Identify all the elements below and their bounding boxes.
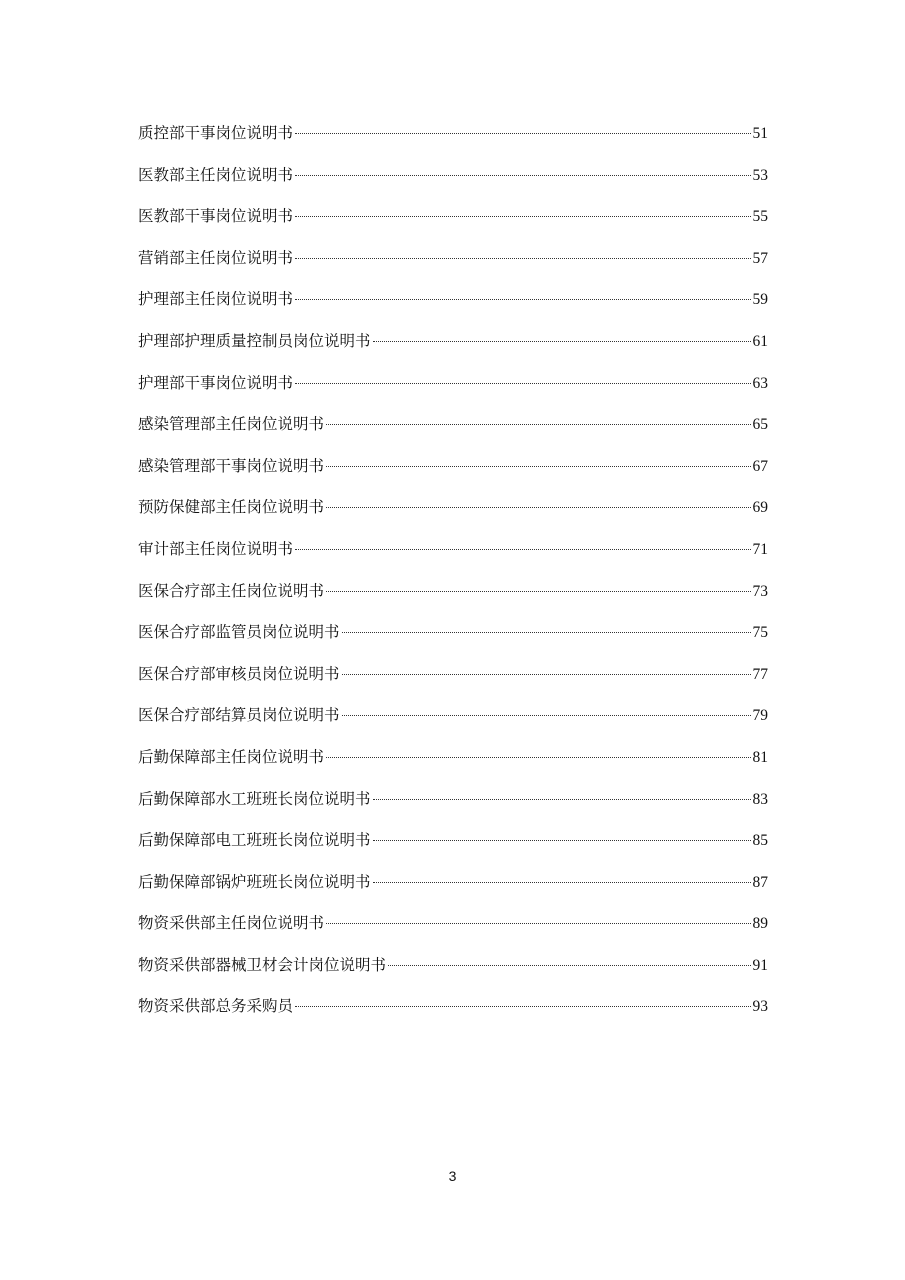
toc-entry-page-number: 57 <box>752 249 768 267</box>
toc-entry-title: 护理部干事岗位说明书 <box>138 373 294 392</box>
toc-entry[interactable] <box>138 700 768 742</box>
toc-entry[interactable] <box>138 659 768 701</box>
toc-entry-page-number: 53 <box>752 166 768 184</box>
toc-entry-title: 审计部主任岗位说明书 <box>138 539 294 558</box>
toc-entry-title: 护理部主任岗位说明书 <box>138 290 294 309</box>
toc-entry-title: 后勤保障部电工班班长岗位说明书 <box>138 831 371 850</box>
toc-entry-page-number: 65 <box>752 416 768 434</box>
toc-entry-title: 后勤保障部水工班班长岗位说明书 <box>138 789 371 808</box>
toc-entry-title: 护理部护理质量控制员岗位说明书 <box>138 331 371 350</box>
toc-entry[interactable] <box>138 617 768 659</box>
toc-entry-title: 营销部主任岗位说明书 <box>138 248 294 267</box>
toc-entry[interactable] <box>138 825 768 867</box>
toc-entry-title: 物资采供部总务采购员 <box>138 997 294 1016</box>
toc-dot-leader <box>373 799 751 800</box>
toc-entry[interactable] <box>138 991 768 1033</box>
toc-entry-title: 医保合疗部审核员岗位说明书 <box>138 664 340 683</box>
toc-entry-title: 预防保健部主任岗位说明书 <box>138 498 325 517</box>
toc-dot-leader <box>295 258 750 259</box>
toc-entry-page-number: 63 <box>752 374 768 392</box>
toc-entry[interactable] <box>138 534 768 576</box>
toc-entry[interactable] <box>138 742 768 784</box>
toc-entry-title: 医保合疗部结算员岗位说明书 <box>138 706 340 725</box>
toc-entry-title: 医教部干事岗位说明书 <box>138 207 294 226</box>
toc-entry-title: 质控部干事岗位说明书 <box>138 124 294 142</box>
toc-entry-title: 后勤保障部主任岗位说明书 <box>138 747 325 766</box>
toc-entry[interactable] <box>138 201 768 243</box>
toc-entry[interactable] <box>138 368 768 410</box>
toc-entry[interactable] <box>138 784 768 826</box>
toc-dot-leader <box>295 175 750 176</box>
toc-entry-page-number: 87 <box>752 873 768 891</box>
toc-entry-page-number: 61 <box>752 332 768 350</box>
toc-entry[interactable] <box>138 243 768 285</box>
toc-entry-page-number: 67 <box>752 457 768 475</box>
toc-dot-leader <box>326 923 750 924</box>
toc-dot-leader <box>373 882 751 883</box>
toc-entry-title: 后勤保障部锅炉班班长岗位说明书 <box>138 872 371 891</box>
toc-dot-leader <box>342 715 751 716</box>
toc-dot-leader <box>326 507 750 508</box>
page-number: 3 <box>448 1168 457 1184</box>
toc-entry[interactable] <box>138 160 768 202</box>
toc-entry-page-number: 73 <box>752 582 768 600</box>
toc-dot-leader <box>342 632 751 633</box>
toc-entry-page-number: 69 <box>752 499 768 517</box>
toc-dot-leader <box>295 216 750 217</box>
toc-entry[interactable] <box>138 908 768 950</box>
toc-dot-leader <box>326 424 750 425</box>
toc-dot-leader <box>295 549 750 550</box>
toc-entry-page-number: 83 <box>752 790 768 808</box>
toc-entry[interactable] <box>138 867 768 909</box>
toc-entry-title: 医教部主任岗位说明书 <box>138 165 294 184</box>
toc-entry-page-number: 55 <box>752 208 768 226</box>
toc-entry-title: 物资采供部器械卫材会计岗位说明书 <box>138 955 387 974</box>
toc-entry-page-number: 75 <box>752 624 768 642</box>
toc-dot-leader <box>388 965 750 966</box>
toc-entry-page-number: 85 <box>752 832 768 850</box>
toc-entry-page-number: 59 <box>752 291 768 309</box>
toc-dot-leader <box>326 466 750 467</box>
toc-entry-title: 医保合疗部监管员岗位说明书 <box>138 623 340 642</box>
toc-entry-page-number: 93 <box>752 998 768 1016</box>
toc-dot-leader <box>326 757 750 758</box>
toc-entry-page-number: 81 <box>752 748 768 766</box>
toc-entry-title: 感染管理部干事岗位说明书 <box>138 456 325 475</box>
toc-entry[interactable] <box>138 576 768 618</box>
toc-entry-title: 物资采供部主任岗位说明书 <box>138 914 325 933</box>
toc-entry-title: 感染管理部主任岗位说明书 <box>138 415 325 434</box>
toc-entry-page-number: 77 <box>752 665 768 683</box>
toc-entry-page-number: 79 <box>752 707 768 725</box>
toc-dot-leader <box>326 591 750 592</box>
toc-entry[interactable] <box>138 284 768 326</box>
toc-dot-leader <box>295 133 750 134</box>
toc-dot-leader <box>373 341 751 342</box>
toc-dot-leader <box>342 674 751 675</box>
toc-entry[interactable] <box>138 118 768 160</box>
table-of-contents <box>138 118 768 1033</box>
toc-entry[interactable] <box>138 451 768 493</box>
toc-entry[interactable] <box>138 492 768 534</box>
toc-dot-leader <box>295 1006 750 1007</box>
toc-entry[interactable] <box>138 326 768 368</box>
toc-dot-leader <box>373 840 751 841</box>
toc-entry[interactable] <box>138 409 768 451</box>
toc-dot-leader <box>295 383 750 384</box>
toc-entry-title: 医保合疗部主任岗位说明书 <box>138 581 325 600</box>
toc-entry[interactable] <box>138 950 768 992</box>
toc-entry-page-number: 89 <box>752 915 768 933</box>
toc-entry-page-number: 91 <box>752 956 768 974</box>
toc-entry-page-number: 71 <box>752 540 768 558</box>
toc-dot-leader <box>295 299 750 300</box>
toc-entry-page-number: 51 <box>752 125 768 142</box>
